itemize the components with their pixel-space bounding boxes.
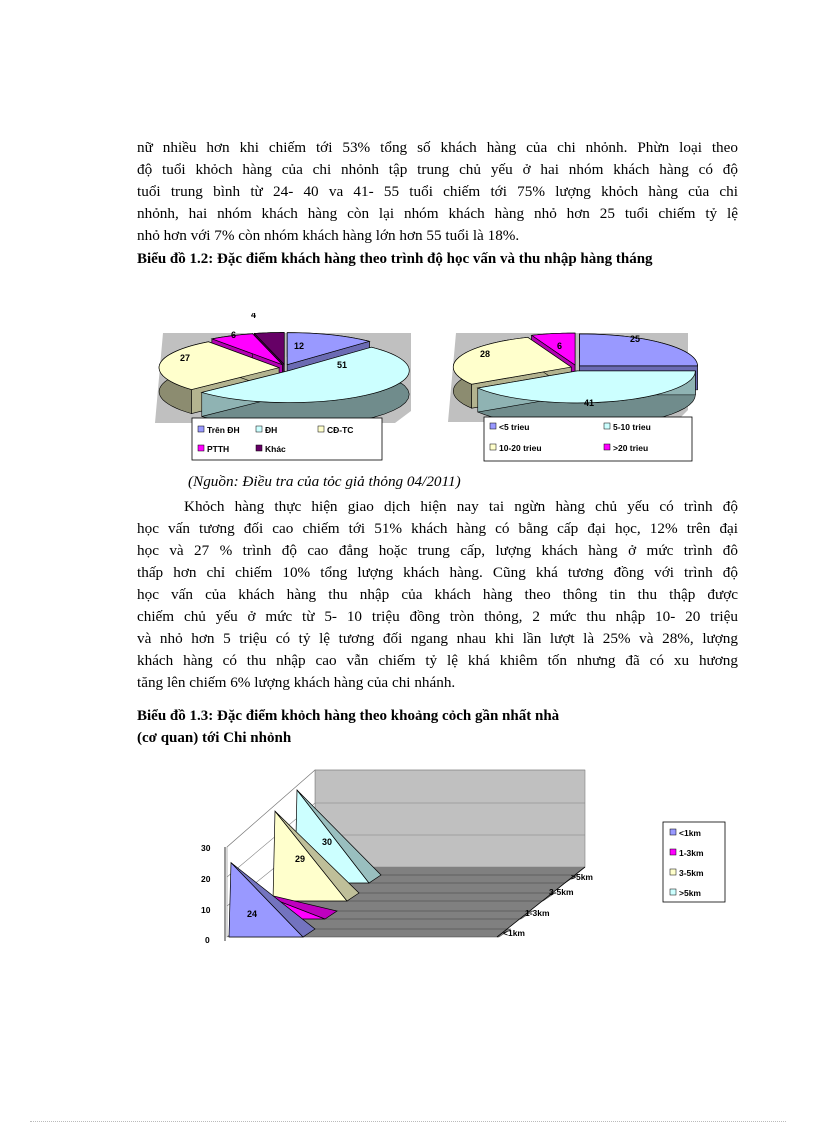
legend-swatch: [604, 444, 610, 450]
y-tick-label: 20: [201, 874, 211, 884]
chart-caption-1-3: Biểu đồ 1.3: Đặc điểm khỏch hàng theo khoảng cỏch gần nhất nhà: [137, 708, 560, 724]
text-line: tăng lên chiếm 6% lượng khách hàng của chi nhánh.: [137, 674, 456, 691]
bar-chart-distance: [185, 765, 740, 955]
legend-label: <1km: [679, 828, 701, 838]
data-label: 6: [557, 341, 563, 351]
text-line: nữ nhiều hơn khi chiếm tới 53% tổng số khách hàng của chi nhỏnh. Phừn loại theo: [137, 139, 738, 156]
data-label: 51: [337, 360, 348, 370]
legend-label: >20 trieu: [613, 443, 649, 453]
text-line: nhỏnh, hai nhóm khách hàng còn lại nhóm khách hàng nhỏ hơn 25 tuổi chiếm tỷ lệ: [137, 205, 738, 222]
text-line: khách hàng có thu nhập cao vẫn chiếm tỷ lệ khá khiêm tốn nhưng đã có xu hương: [137, 652, 738, 669]
page-footer-rule: [30, 1121, 786, 1122]
legend-label: 5-10 trieu: [613, 422, 651, 432]
chart-caption-1-2: Biểu đồ 1.2: Đặc điểm khách hàng theo trình độ học vấn và thu nhập hàng tháng: [137, 251, 653, 267]
text-line: Khỏch hàng thực hiện giao dịch hiện nay tai ngừn hàng chủ yếu có trình độ: [184, 498, 738, 515]
text-line: học và 27 % trình độ cao đẳng hoặc trung cấp, lượng khách hàng ở mức trình đô: [137, 542, 738, 559]
pie-chart-education: [147, 313, 411, 463]
legend-label: >5km: [679, 888, 701, 898]
source-note: (Nguồn: Điều tra của tỏc giả thỏng 04/2011): [188, 473, 461, 490]
data-label: 28: [480, 349, 491, 359]
depth-label: 3-5km: [549, 887, 574, 897]
legend-swatch: [318, 426, 324, 432]
chart-caption-1-3-cont: (cơ quan) tới Chi nhỏnh: [137, 730, 292, 746]
text-line: thấp hơn chỉ chiếm 10% tổng lượng khách hàng. Cũng khá tương đồng với trình độ: [137, 564, 738, 581]
legend-swatch: [256, 445, 262, 451]
legend-label: Trên ĐH: [207, 425, 240, 435]
depth-label: >5km: [571, 872, 593, 882]
legend-label: 1-3km: [679, 848, 704, 858]
legend-label: <5 trieu: [499, 422, 530, 432]
legend-label: PTTH: [207, 444, 230, 454]
y-tick-label: 30: [201, 843, 211, 853]
y-tick-label: 10: [201, 905, 211, 915]
paragraph-education-income: [137, 496, 738, 694]
data-label: 27: [180, 353, 191, 363]
legend-label: CĐ-TC: [327, 425, 354, 435]
data-label: 29: [295, 854, 306, 864]
legend-label: ĐH: [265, 425, 278, 435]
legend-swatch: [198, 445, 204, 451]
data-label: 12: [294, 341, 305, 351]
data-label: 6: [231, 330, 237, 340]
pie-slices: [453, 333, 697, 427]
legend-swatch: [490, 423, 496, 429]
legend: [192, 418, 382, 460]
text-line: học vấn tương đối cao chiếm tới 51% khách hàng có bằng cấp đại học, 12% trên đại: [137, 520, 738, 537]
legend: [484, 417, 692, 461]
data-label: 4: [251, 313, 257, 320]
legend-swatch: [604, 423, 610, 429]
paragraph-gender-age: [137, 137, 738, 247]
legend-label: 3-5km: [679, 868, 704, 878]
depth-label: 1-3km: [525, 908, 550, 918]
legend-swatch: [490, 444, 496, 450]
data-label: 41: [584, 398, 595, 408]
legend-label: 10-20 trieu: [499, 443, 542, 453]
legend-swatch: [670, 849, 676, 855]
text-line: tuổi trung bình từ 24- 40 va 41- 55 tuổi chiếm tới 75% lượng khỏch hàng của chi: [137, 183, 738, 200]
text-line: nhỏ hơn với 7% còn nhóm khách hàng lớn hơn 55 tuổi là 18%.: [137, 227, 520, 244]
pie-chart-income: [440, 330, 704, 465]
text-line: độ tuổi khỏch hàng của chi nhỏnh tập trung chủ yếu ở hai nhóm khách hàng có độ: [137, 161, 738, 178]
text-line: và nhỏ hơn 5 triệu có tỷ lệ tương đối ngang nhau khi lần lượt là 25% và 28%, lượng: [137, 630, 738, 647]
data-label: 25: [630, 334, 641, 344]
legend-swatch: [198, 426, 204, 432]
text-line: chiếm chủ yếu ở mức từ 5- 10 triệu đồng tròn thỏng, 2 mức thu nhập 10- 20 triệu: [137, 608, 738, 625]
depth-label: <1km: [503, 928, 525, 938]
legend: [663, 822, 725, 902]
legend-swatch: [256, 426, 262, 432]
text-line: học vấn của khách hàng thu nhập của khách hàng theo thông tin thu thập được: [137, 586, 738, 603]
legend-swatch: [670, 889, 676, 895]
y-tick-label: 0: [205, 935, 210, 945]
legend-label: Khác: [265, 444, 286, 454]
data-label: 24: [247, 909, 258, 919]
legend-swatch: [670, 869, 676, 875]
y-axis: [201, 843, 225, 945]
legend-swatch: [670, 829, 676, 835]
data-label: 30: [322, 837, 333, 847]
